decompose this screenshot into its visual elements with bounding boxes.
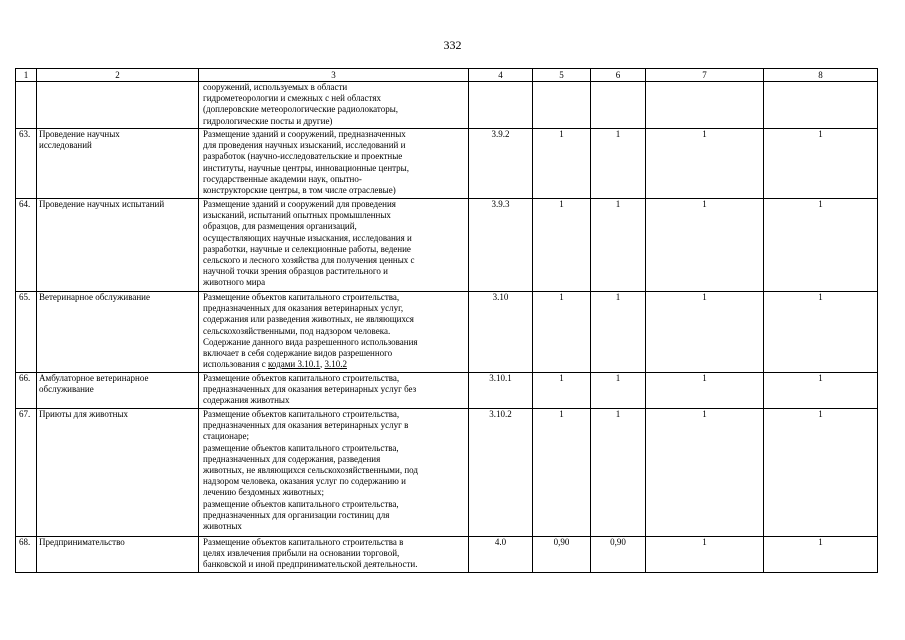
- use-description: Размещение объектов капитального строительства в целях извлечения прибыли на основании торговой, банковской и иной предпринимательской деятельности.: [199, 537, 469, 573]
- use-description: Размещение зданий и сооружений для проведения изысканий, испытаний опытных промышленных образцов, для размещения организаций, осуществляющих научные изыскания, исследования и разработки, научные и селекционные работы, ведение сельского и лесного хозяйства для получения ценных с научной точки зрения образцов растительного и животного мира: [199, 199, 469, 292]
- coef-7: 1: [646, 199, 764, 292]
- table-row: [16, 129, 878, 199]
- coef-6: 1: [591, 199, 646, 292]
- row-number: 65.: [16, 292, 37, 373]
- use-name: Проведение научных испытаний: [37, 199, 199, 292]
- col-header-4: 4: [469, 69, 533, 82]
- row-number: 63.: [16, 129, 37, 199]
- use-name: Амбулаторное ветеринарное обслуживание: [37, 373, 199, 409]
- coef-8: 1: [764, 292, 878, 373]
- coef-6: 1: [591, 129, 646, 199]
- use-code: 4.0: [469, 537, 533, 573]
- col-header-8: 8: [764, 69, 878, 82]
- use-code: 3.10.2: [469, 409, 533, 537]
- coef-5: 1: [533, 129, 591, 199]
- use-name: Приюты для животных: [37, 409, 199, 537]
- page-number: 332: [443, 38, 462, 52]
- use-code: 3.9.2: [469, 129, 533, 199]
- coef-5: 1: [533, 292, 591, 373]
- land-use-table: [15, 68, 878, 573]
- use-name: Проведение научных исследований: [37, 129, 199, 199]
- code-link-3-10-1[interactable]: кодами 3.10.1: [268, 359, 320, 370]
- row-number: 67.: [16, 409, 37, 537]
- col-header-7: 7: [646, 69, 764, 82]
- coef-6: 1: [591, 373, 646, 409]
- table-row: [16, 373, 878, 409]
- col-header-3: 3: [199, 69, 469, 82]
- table-row: [16, 537, 878, 573]
- table-row: [16, 82, 878, 129]
- use-description: Размещение объектов капитального строительства, предназначенных для оказания ветеринарных услуг, содержания или разведения животных, не являющихся сельскохозяйственными, под надзором человека. Содержание данного вида разрешенного использования включает в себя содержание видов разрешенного использования с кодами 3.10.1, 3.10.2: [199, 292, 469, 373]
- coef-8: 1: [764, 199, 878, 292]
- coef-5: 1: [533, 373, 591, 409]
- use-code: 3.9.3: [469, 199, 533, 292]
- col-header-5: 5: [533, 69, 591, 82]
- col-header-1: 1: [16, 69, 37, 82]
- coef-7: 1: [646, 537, 764, 573]
- continuation-text: сооружений, используемых в области гидрометеорологии и смежных с ней областях (доплеровские метеорологические радиолокаторы, гидрологические посты и другие): [199, 82, 469, 129]
- coef-8: 1: [764, 129, 878, 199]
- coef-5: 0,90: [533, 537, 591, 573]
- row-number: 64.: [16, 199, 37, 292]
- header-row: [16, 69, 878, 82]
- row-number: 68.: [16, 537, 37, 573]
- use-code: 3.10: [469, 292, 533, 373]
- use-name: Предпринимательство: [37, 537, 199, 573]
- col-header-2: 2: [37, 69, 199, 82]
- use-description: Размещение объектов капитального строительства, предназначенных для оказания ветеринарных услуг без содержания животных: [199, 373, 469, 409]
- coef-7: 1: [646, 409, 764, 537]
- table-row: [16, 292, 878, 373]
- table-row: [16, 199, 878, 292]
- coef-8: 1: [764, 409, 878, 537]
- coef-7: 1: [646, 129, 764, 199]
- coef-7: 1: [646, 373, 764, 409]
- use-description: Размещение объектов капитального строительства, предназначенных для оказания ветеринарных услуг в стационаре; размещение объектов капитального строительства, предназначенных для содержания, разведения животных, не являющихся сельскохозяйственными, под надзором человека, оказания услуг по содержанию и лечению бездомных животных; размещение объектов капитального строительства, предназначенных для организации гостиниц для животных: [199, 409, 469, 537]
- coef-5: 1: [533, 199, 591, 292]
- coef-6: 0,90: [591, 537, 646, 573]
- coef-6: 1: [591, 292, 646, 373]
- use-code: 3.10.1: [469, 373, 533, 409]
- coef-8: 1: [764, 537, 878, 573]
- col-header-6: 6: [591, 69, 646, 82]
- use-name: Ветеринарное обслуживание: [37, 292, 199, 373]
- use-description: Размещение зданий и сооружений, предназначенных для проведения научных изысканий, исследований и разработок (научно-исследовательские и проектные институты, научные центры, инновационные центры, государственные академии наук, опытно- конструкторские центры, в том числе отраслевые): [199, 129, 469, 199]
- code-link-3-10-2[interactable]: 3.10.2: [324, 359, 347, 370]
- coef-5: 1: [533, 409, 591, 537]
- coef-7: 1: [646, 292, 764, 373]
- row-number: 66.: [16, 373, 37, 409]
- table-row: [16, 409, 878, 537]
- coef-6: 1: [591, 409, 646, 537]
- coef-8: 1: [764, 373, 878, 409]
